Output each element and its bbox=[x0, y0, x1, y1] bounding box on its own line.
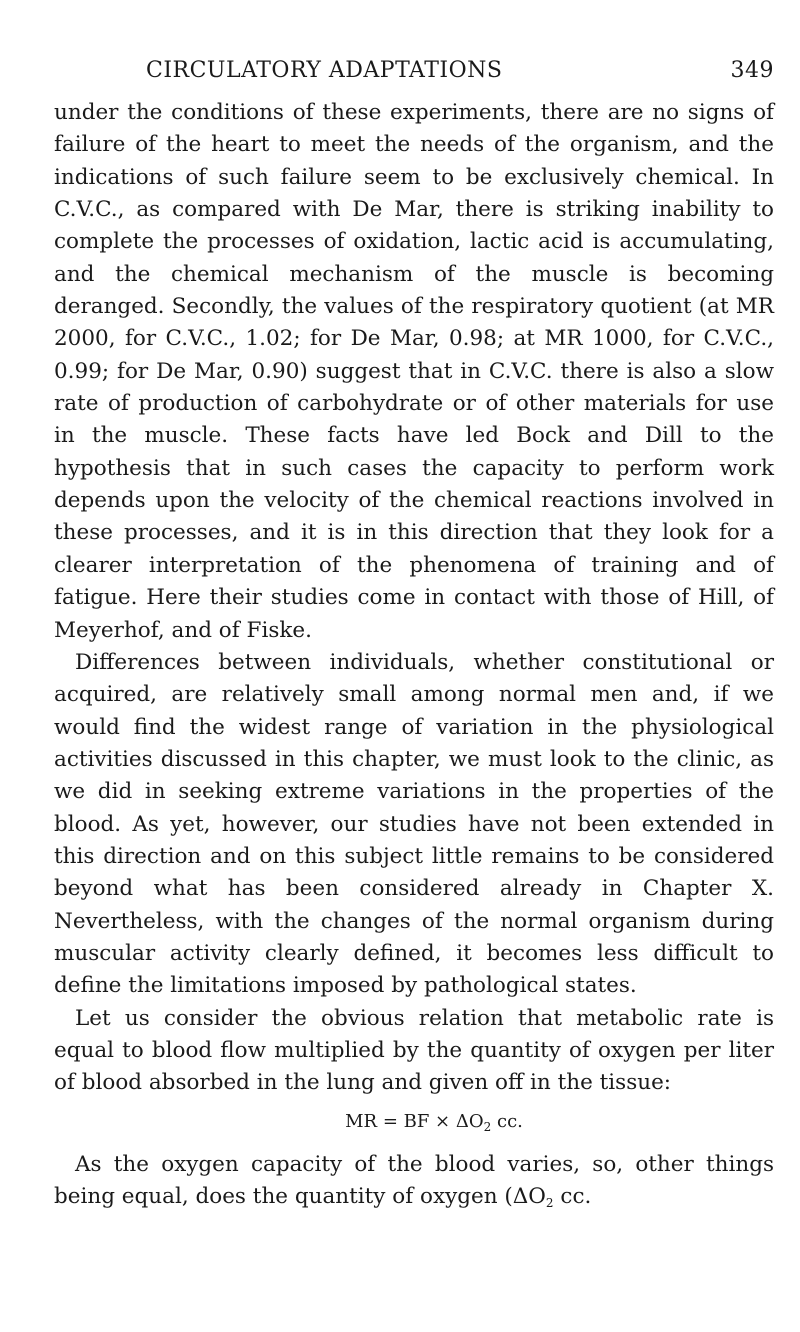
equation-unit: cc. bbox=[491, 1110, 523, 1132]
paragraph-1: under the conditions of these experiments, there are no signs of failure of the heart to meet the needs of the organism, and the indications of such failure seem to be exclusively chemical. In C.V.C., as compared with De Mar, there is striking inability to complete the processes of oxidation, lactic acid is accumulating, and the chemical mechanism of the muscle is becoming deranged. Secondly, the values of the respiratory quotient (at MR 2000, for C.V.C., 1.02; for De Mar, 0.98; at MR 1000, for C.V.C., 0.99; for De Mar, 0.90) suggest that in C.V.C. there is also a slow rate of production of carbohydrate or of other materials for use in the muscle. These facts have led Bock and Dill to the hypothesis that in such cases the capacity to perform work depends upon the velocity of the chemical reactions involved in these processes, and it is in this direction that they look for a clearer interpretation of the phenomena of training and of fatigue. Here their studies come in contact with those of Hill, of Meyerhof, and of Fiske. bbox=[54, 100, 774, 643]
running-head bbox=[146, 58, 774, 88]
page-number: 349 bbox=[730, 58, 774, 83]
paragraph-4-subscript: 2 bbox=[545, 1196, 554, 1210]
running-title: CIRCULATORY ADAPTATIONS bbox=[146, 58, 503, 83]
paragraph-4 bbox=[54, 1149, 774, 1220]
body-text bbox=[54, 97, 774, 1219]
paragraph-3: Let us consider the obvious relation that metabolic rate is equal to blood flow multiplied by the quantity of oxygen per liter of blood absorbed in the lung and given off in the tissue: bbox=[54, 1005, 774, 1096]
equation-main: MR = BF × ΔO bbox=[345, 1110, 484, 1132]
paragraph-4-text: As the oxygen capacity of the blood varies, so, other things being equal, does the quantity of oxygen (ΔO bbox=[54, 1151, 774, 1209]
equation bbox=[54, 1100, 774, 1149]
paragraph-2: Differences between individuals, whether constitutional or acquired, are relatively small among normal men and, if we would find the widest range of variation in the physiological activities discussed in this chapter, we must look to the clinic, as we did in seeking extreme variations in the properties of the blood. As yet, however, our studies have not been extended in this direction and on this subject little remains to be considered beyond what has been considered already in Chapter X. Nevertheless, with the changes of the normal organism during muscular activity clearly defined, it becomes less difficult to define the limitations imposed by pathological states. bbox=[54, 649, 774, 999]
paragraph-4-text-end: cc. bbox=[553, 1184, 592, 1209]
equation-subscript: 2 bbox=[483, 1119, 492, 1134]
